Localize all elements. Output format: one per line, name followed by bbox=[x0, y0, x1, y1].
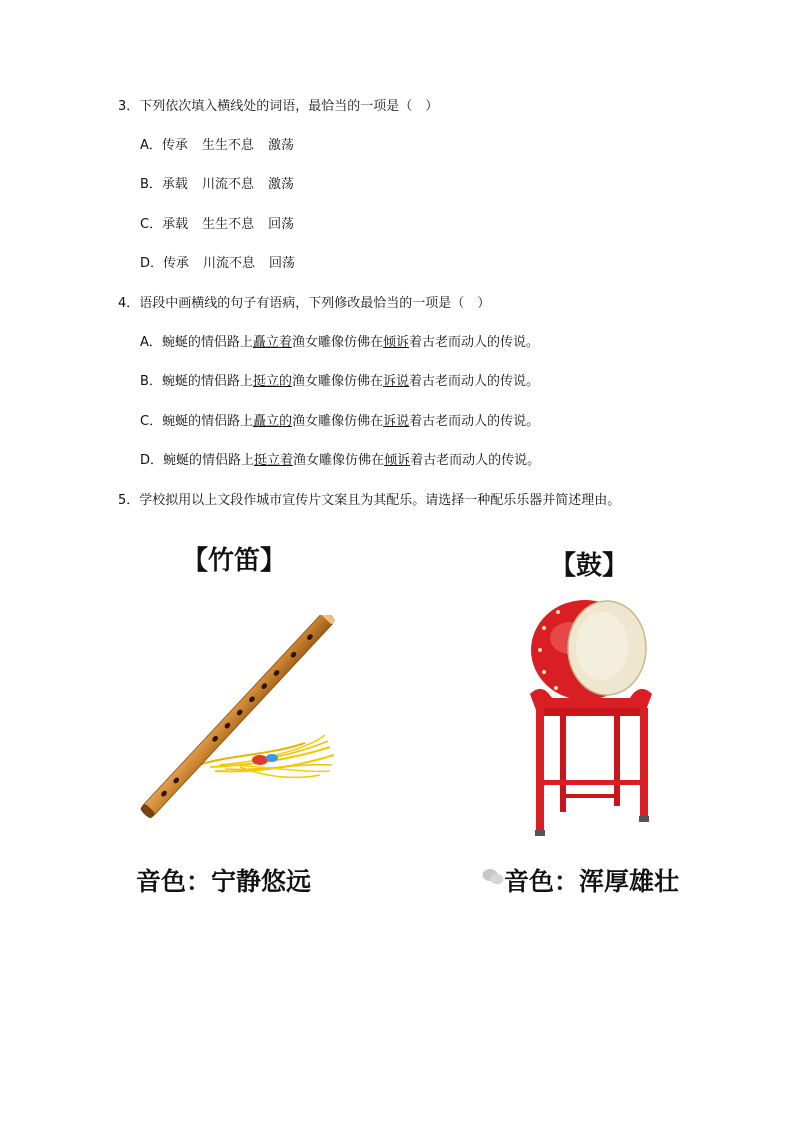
option-text-part: 着古老而动人的传说。 bbox=[409, 414, 540, 429]
option-word-3: 激荡 bbox=[267, 177, 294, 192]
option-text-part: 蜿蜒的情侣路上 bbox=[161, 335, 253, 350]
option-label: B． bbox=[140, 177, 162, 192]
option-word-3: 回荡 bbox=[269, 256, 296, 271]
q3-option-a[interactable] bbox=[140, 137, 294, 155]
option-text-part: 渔女雕像仿佛在 bbox=[293, 453, 385, 468]
option-label: B． bbox=[140, 374, 162, 389]
option-label: C． bbox=[140, 217, 163, 232]
q3-option-d[interactable] bbox=[140, 255, 295, 273]
wechat-watermark-icon bbox=[482, 868, 504, 886]
option-word-2: 生生不息 bbox=[201, 138, 254, 153]
option-text-part: 渔女雕像仿佛在 bbox=[292, 414, 384, 429]
option-text-part: 着古老而动人的传说。 bbox=[408, 374, 539, 389]
q3-option-b[interactable] bbox=[140, 176, 294, 194]
option-underlined-word: 挺立着 bbox=[254, 453, 294, 468]
option-underlined-word: 诉说 bbox=[383, 414, 410, 429]
option-label: A． bbox=[140, 138, 162, 153]
q3-option-c[interactable] bbox=[140, 216, 294, 234]
q4-option-c[interactable] bbox=[140, 413, 539, 431]
option-underlined-word: 诉说 bbox=[382, 374, 409, 389]
option-word-1: 承载 bbox=[162, 217, 189, 232]
red-drum-image bbox=[522, 598, 662, 840]
question-4-stem: 4．语段中画横线的句子有语病，下列修改最恰当的一项是（ ） bbox=[118, 296, 491, 311]
option-text-part: 蜿蜒的情侣路上 bbox=[161, 374, 253, 389]
option-text-part: 着古老而动人的传说。 bbox=[408, 335, 539, 350]
option-word-2: 生生不息 bbox=[202, 217, 255, 232]
option-word-2: 川流不息 bbox=[203, 256, 256, 271]
option-word-1: 承载 bbox=[161, 177, 188, 192]
option-text-part: 蜿蜒的情侣路上 bbox=[163, 453, 255, 468]
option-underlined-word: 挺立的 bbox=[252, 374, 292, 389]
option-underlined-word: 倾诉 bbox=[384, 453, 411, 468]
option-word-3: 激荡 bbox=[267, 138, 294, 153]
option-underlined-word: 倾诉 bbox=[382, 335, 409, 350]
question-5-stem: 5．学校拟用以上文段作城市宣传片文案且为其配乐。请选择一种配乐乐器并简述理由。 bbox=[118, 493, 621, 508]
option-text-part: 渔女雕像仿佛在 bbox=[291, 374, 383, 389]
drum-timbre: 音色：浑厚雄壮 bbox=[504, 867, 680, 896]
option-underlined-word: 矗立着 bbox=[252, 335, 292, 350]
option-text-part: 着古老而动人的传说。 bbox=[410, 453, 541, 468]
option-underlined-word: 矗立的 bbox=[253, 414, 293, 429]
option-label: C． bbox=[140, 414, 163, 429]
option-label: D． bbox=[140, 453, 164, 468]
option-word-1: 传承 bbox=[163, 256, 190, 271]
option-label: A． bbox=[140, 335, 162, 350]
option-word-3: 回荡 bbox=[268, 217, 295, 232]
drum-title: 【鼓】 bbox=[550, 551, 629, 581]
option-word-1: 传承 bbox=[161, 138, 188, 153]
q4-option-a[interactable] bbox=[140, 334, 539, 352]
option-text-part: 渔女雕像仿佛在 bbox=[291, 335, 383, 350]
question-3-stem: 3．下列依次填入横线处的词语，最恰当的一项是（ ） bbox=[118, 99, 439, 114]
option-label: D． bbox=[140, 256, 164, 271]
option-text-part: 蜿蜒的情侣路上 bbox=[162, 414, 254, 429]
flute-timbre: 音色：宁静悠远 bbox=[136, 867, 312, 896]
option-word-2: 川流不息 bbox=[201, 177, 254, 192]
flute-title: 【竹笛】 bbox=[182, 546, 287, 576]
bamboo-flute-image bbox=[120, 615, 360, 820]
q4-option-d[interactable] bbox=[140, 452, 540, 470]
q4-option-b[interactable] bbox=[140, 373, 539, 391]
